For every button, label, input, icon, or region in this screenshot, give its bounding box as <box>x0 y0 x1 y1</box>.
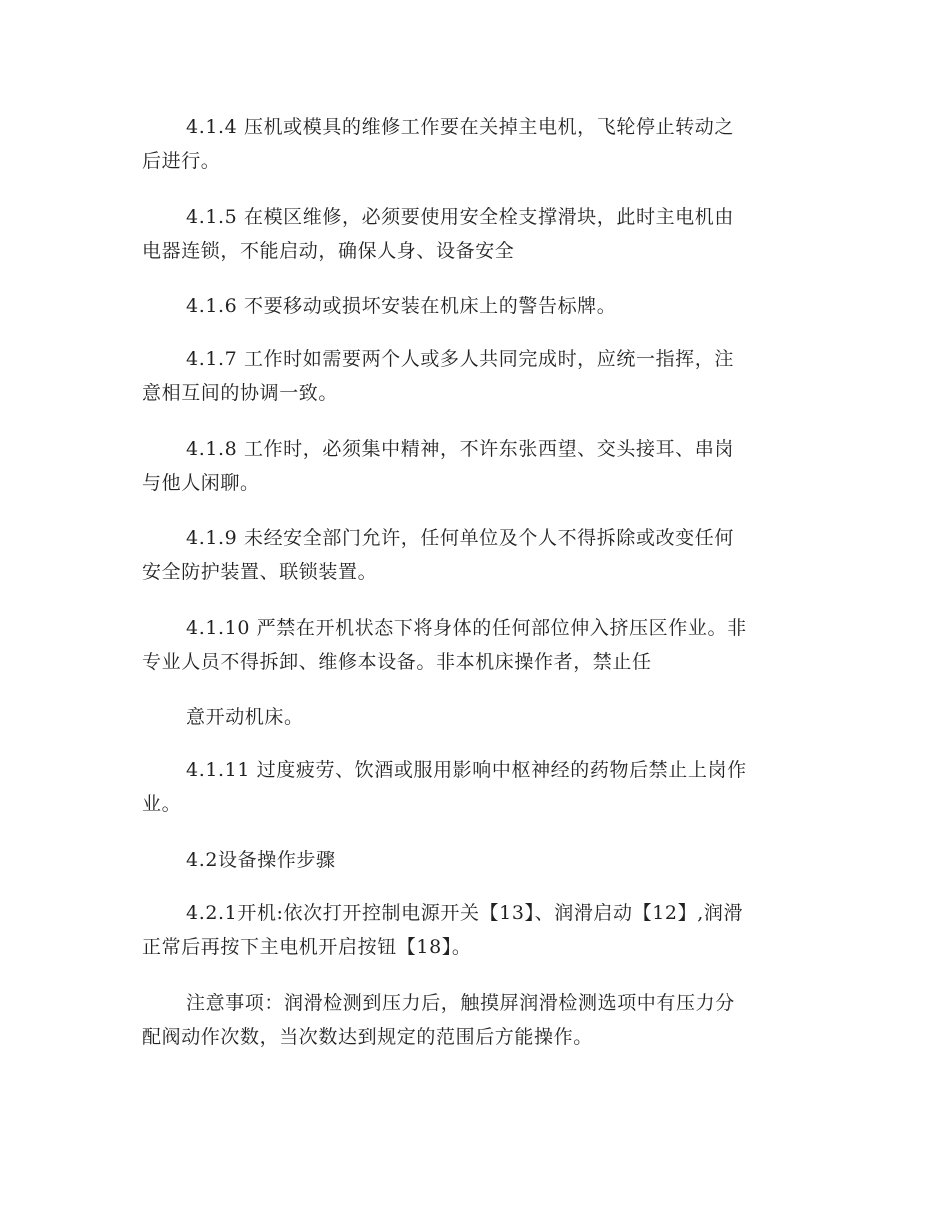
paragraph-line: 配阀动作次数，当次数达到规定的范围后方能操作。 <box>142 1026 593 1048</box>
paragraph-line: 4.1.5 在模区维修，必须要使用安全栓支撑滑块，此时主电机由 <box>186 206 734 228</box>
paragraph-4-1-6 <box>142 289 808 323</box>
paragraph-line: 意相互间的协调一致。 <box>142 382 339 404</box>
paragraph-4-1-7 <box>142 342 808 410</box>
paragraph-4-1-11 <box>142 753 808 821</box>
paragraph-line: 与他人闲聊。 <box>142 472 260 494</box>
paragraph-4-1-4 <box>142 110 808 178</box>
paragraph-notice <box>142 986 808 1054</box>
paragraph-line: 注意事项：润滑检测到压力后，触摸屏润滑检测选项中有压力分 <box>186 992 735 1014</box>
section-heading-4-2 <box>142 843 808 877</box>
paragraph-4-1-9 <box>142 521 808 589</box>
paragraph-line: 正常后再按下主电机开启按钮【18】。 <box>142 936 472 958</box>
paragraph-line: 4.1.7 工作时如需要两个人或多人共同完成时，应统一指挥，注 <box>186 348 734 370</box>
paragraph-line: 4.2设备操作步骤 <box>186 849 336 871</box>
paragraph-line: 专业人员不得拆卸、维修本设备。非本机床操作者，禁止任 <box>142 651 652 673</box>
paragraph-4-1-10 <box>142 611 808 679</box>
paragraph-line: 安全防护装置、联锁装置。 <box>142 561 378 583</box>
paragraph-line: 4.2.1开机:依次打开控制电源开关【13】、润滑启动【12】,润滑 <box>186 902 744 924</box>
paragraph-line: 4.1.9 未经安全部门允许，任何单位及个人不得拆除或改变任何 <box>186 527 734 549</box>
paragraph-line: 电器连锁，不能启动，确保人身、设备安全 <box>142 240 515 262</box>
paragraph-line: 4.1.8 工作时，必须集中精神，不许东张西望、交头接耳、串岗 <box>186 438 734 460</box>
paragraph-line: 4.1.6 不要移动或损坏安装在机床上的警告标牌。 <box>186 295 617 317</box>
paragraph-4-1-5 <box>142 200 808 268</box>
paragraph-line: 4.1.4 压机或模具的维修工作要在关掉主电机，飞轮停止转动之 <box>186 116 734 138</box>
paragraph-line: 后进行。 <box>142 150 221 172</box>
paragraph-line: 业。 <box>142 793 182 815</box>
paragraph-line: 4.1.11 过度疲劳、饮酒或服用影响中枢神经的药物后禁止上岗作 <box>186 759 747 781</box>
paragraph-4-1-8 <box>142 432 808 500</box>
paragraph-line: 4.1.10 严禁在开机状态下将身体的任何部位伸入挤压区作业。非 <box>186 617 747 639</box>
paragraph-4-2-1 <box>142 896 808 964</box>
paragraph-4-1-10-continued <box>142 700 808 734</box>
paragraph-line: 意开动机床。 <box>186 706 304 728</box>
